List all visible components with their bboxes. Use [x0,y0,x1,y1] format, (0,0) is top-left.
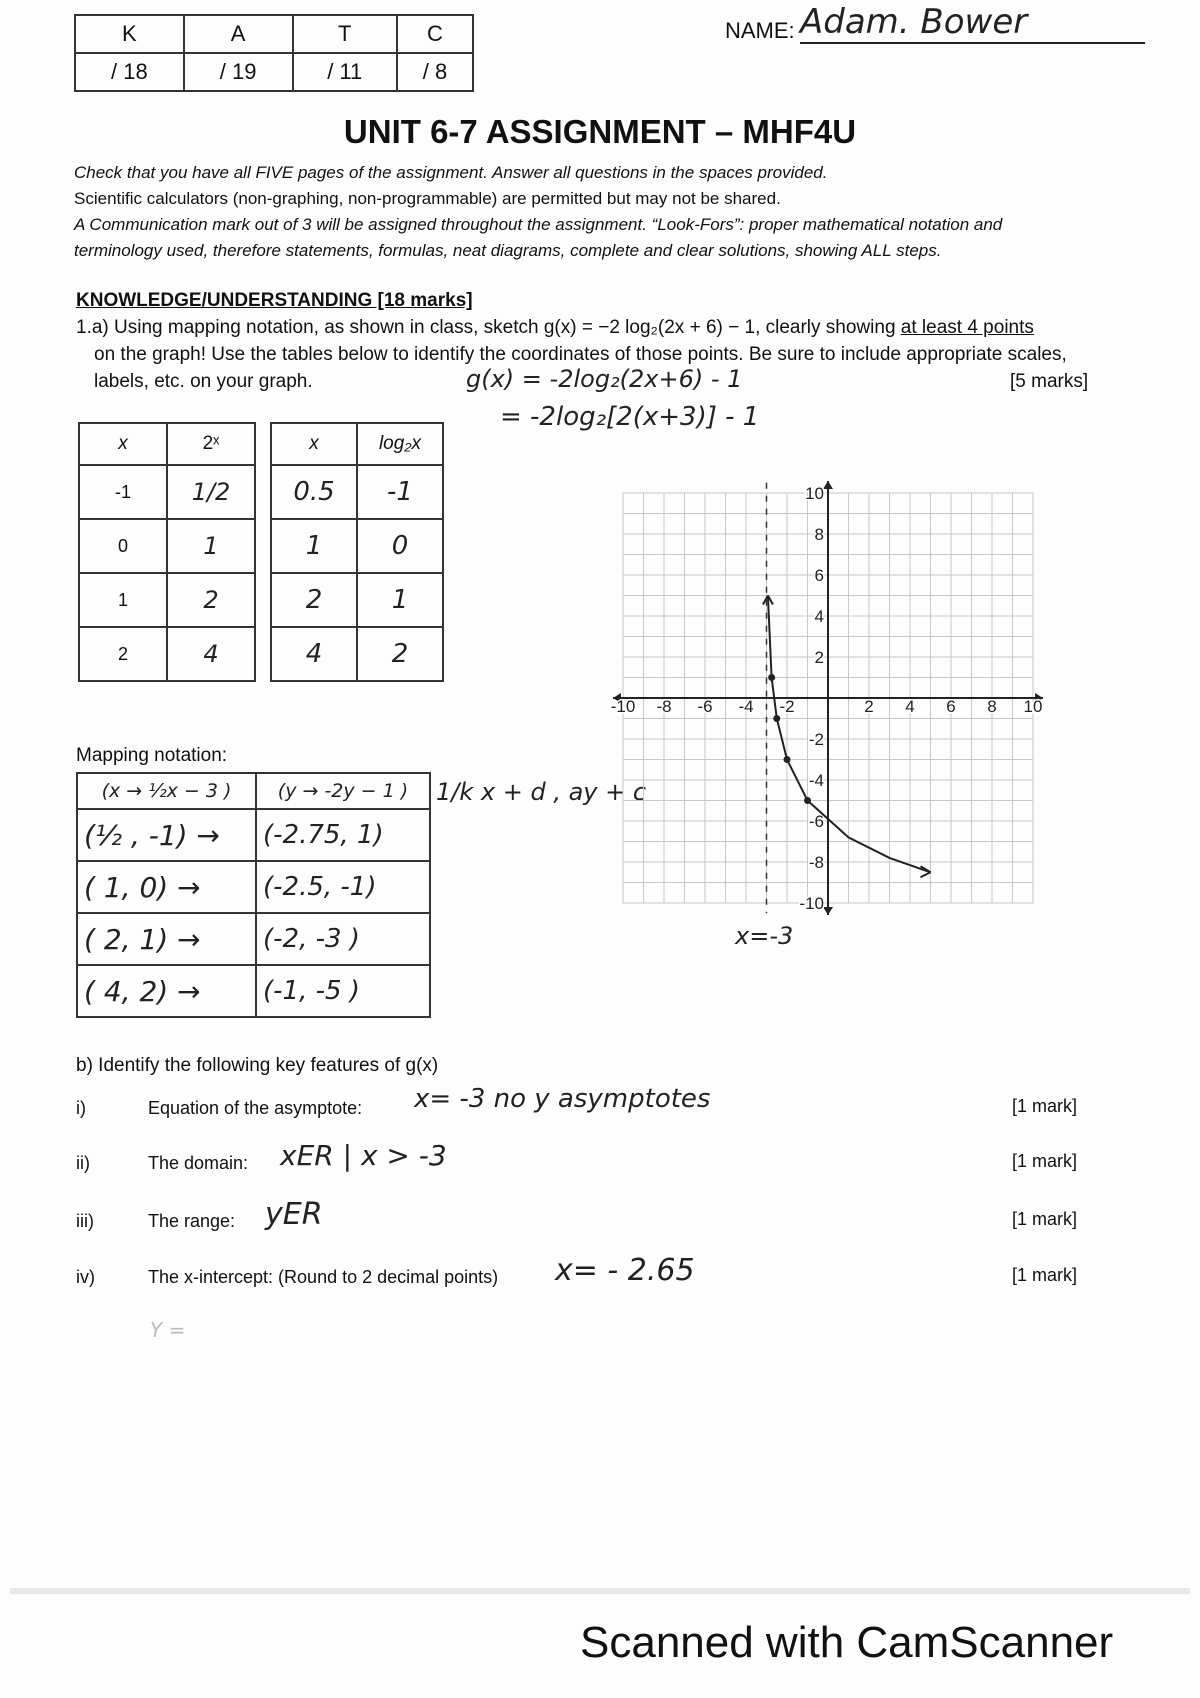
feature-answer: yER [265,1197,323,1232]
table-exp-cell: 4 [167,627,255,681]
feature-number: ii) [76,1153,90,1173]
mapping-cell: (-1, -5 ) [256,965,430,1017]
score-value-k: / 18 [75,53,184,91]
table-exp-header-2x: 2ˣ [167,423,255,465]
mapping-header-x: (x → ½x − 3 ) [77,773,256,809]
instructions-line-1: Check that you have all FIVE pages of the assignment. Answer all questions in the spaces provided. [74,163,828,182]
scan-edge [10,1588,1190,1594]
feature-number: iv) [76,1267,95,1287]
table-log-header-log2x: log₂x [357,423,443,465]
y-tick-label: 8 [814,525,824,544]
graph [600,440,1060,960]
y-tick-label: -4 [808,771,824,790]
table-exp-header-x: x [79,423,167,465]
score-header-c: C [397,15,473,53]
feature-label: The range: [148,1211,236,1231]
mapping-cell: ( 1, 0) → [77,861,256,913]
score-table [74,14,474,92]
mapping-cell: (-2, -3 ) [256,913,430,965]
x-tick-label: -6 [697,697,713,716]
page-title: UNIT 6-7 ASSIGNMENT – MHF4U [343,113,857,150]
feature-label: Equation of the asymptote: [148,1098,363,1118]
curve-g-of-x [768,596,931,873]
x-tick-label: -4 [738,697,754,716]
curve-arrow-right [921,866,931,877]
mapping-table [76,772,431,1018]
y-tick-label: -8 [808,853,824,872]
mapping-cell: (½ , -1) → [77,809,256,861]
score-value-t: / 11 [293,53,397,91]
table-logarithm [270,422,444,682]
graph-axes [610,481,1043,915]
plotted-point [768,674,775,681]
instructions-line-3: A Communication mark out of 3 will be assigned throughout the assignment. “Look-Fors”: proper mathematical notation and [74,215,1003,234]
handwritten-work-1: g(x) = -2log₂(2x+6) - 1 [466,365,743,393]
feature-answer: x= -3 no y asymptotes [414,1084,711,1114]
feature-answer: x= - 2.65 [555,1253,695,1288]
feature-marks: [1 mark] [1012,1151,1078,1171]
table-exp-cell: 1/2 [167,465,255,519]
x-tick-label: -10 [610,697,636,716]
x-tick-label: -8 [656,697,672,716]
plotted-point [784,756,791,763]
table-log-cell: -1 [357,465,443,519]
feature-number: iii) [76,1211,94,1231]
feature-marks: [1 mark] [1012,1265,1078,1285]
name-label: NAME: [725,18,795,43]
table-log-cell: 2 [271,573,357,627]
y-tick-label: 2 [814,648,824,667]
mapping-cell: (-2.5, -1) [256,861,430,913]
part-b-heading: b) Identify the following key features of g(x) [76,1055,439,1076]
y-tick-label: -10 [799,894,824,913]
handwritten-work-2: = -2log₂[2(x+3)] - 1 [500,402,760,432]
q1a-line3: labels, etc. on your graph. [94,371,313,392]
q1a-line1: 1.a) Using mapping notation, as shown in class, sketch g(x) = −2 log₂(2x + 6) − 1, clearly showing [76,317,901,338]
mapping-cell: ( 2, 1) → [77,913,256,965]
table-exponential [78,422,256,682]
x-tick-label: 2 [864,697,874,716]
table-log-cell: 0.5 [271,465,357,519]
q1a-marks: [5 marks] [1010,371,1089,392]
feature-number: i) [76,1098,86,1118]
plotted-point [773,715,780,722]
mapping-header-y: (y → -2y − 1 ) [256,773,430,809]
table-exp-cell: 1 [167,519,255,573]
q1a-underlined: at least 4 points [900,317,1034,338]
score-value-a: / 19 [184,53,293,91]
x-tick-label: -2 [779,697,795,716]
feature-answer: xER | x > -3 [280,1139,447,1172]
y-tick-label: 6 [814,566,824,585]
name-value: Adam. Bower [800,2,1145,44]
x-tick-label: 4 [905,697,915,716]
mapping-cell: ( 4, 2) → [77,965,256,1017]
table-log-header-x: x [271,423,357,465]
feature-label: The x-intercept: (Round to 2 decimal points) [148,1267,499,1287]
y-tick-label: 10 [805,484,824,503]
x-tick-label: 8 [987,697,997,716]
footer-watermark: Scanned with CamScanner [580,1618,1114,1667]
score-header-k: K [75,15,184,53]
mapping-cell: (-2.75, 1) [256,809,430,861]
y-tick-label: -6 [808,812,824,831]
table-log-cell: 0 [357,519,443,573]
score-value-c: / 8 [397,53,473,91]
table-log-cell: 4 [271,627,357,681]
stray-mark: Y = [150,1318,186,1342]
feature-marks: [1 mark] [1012,1209,1078,1229]
instructions-line-2: Scientific calculators (non-graphing, non-programmable) are permitted but may not be shared. [74,189,781,208]
instructions [74,160,1174,264]
y-tick-label: 4 [814,607,824,626]
plotted-point [804,797,811,804]
table-log-cell: 1 [271,519,357,573]
instructions-line-4: terminology used, therefore statements, formulas, neat diagrams, complete and clear solutions, showing ALL steps. [74,241,942,260]
mapping-label: Mapping notation: [76,745,228,766]
x-tick-label: 10 [1023,697,1043,716]
feature-label: The domain: [148,1153,249,1173]
transformation-note: 1/k x + d , ay + c [436,778,647,806]
table-log-cell: 2 [357,627,443,681]
x-tick-label: 6 [946,697,956,716]
asymptote-label: x=-3 [735,922,794,950]
y-tick-label: -2 [808,730,824,749]
q1a-line2: on the graph! Use the tables below to identify the coordinates of those points. Be sure to include appropriate scales, [94,344,1067,365]
table-exp-cell: 2 [167,573,255,627]
score-header-a: A [184,15,293,53]
table-exp-cell: 0 [79,519,167,573]
section-heading: KNOWLEDGE/UNDERSTANDING [18 marks] [76,290,473,311]
feature-marks: [1 mark] [1012,1096,1078,1116]
table-exp-cell: 1 [79,573,167,627]
score-header-t: T [293,15,397,53]
table-exp-cell: 2 [79,627,167,681]
table-log-cell: 1 [357,573,443,627]
table-exp-cell: -1 [79,465,167,519]
